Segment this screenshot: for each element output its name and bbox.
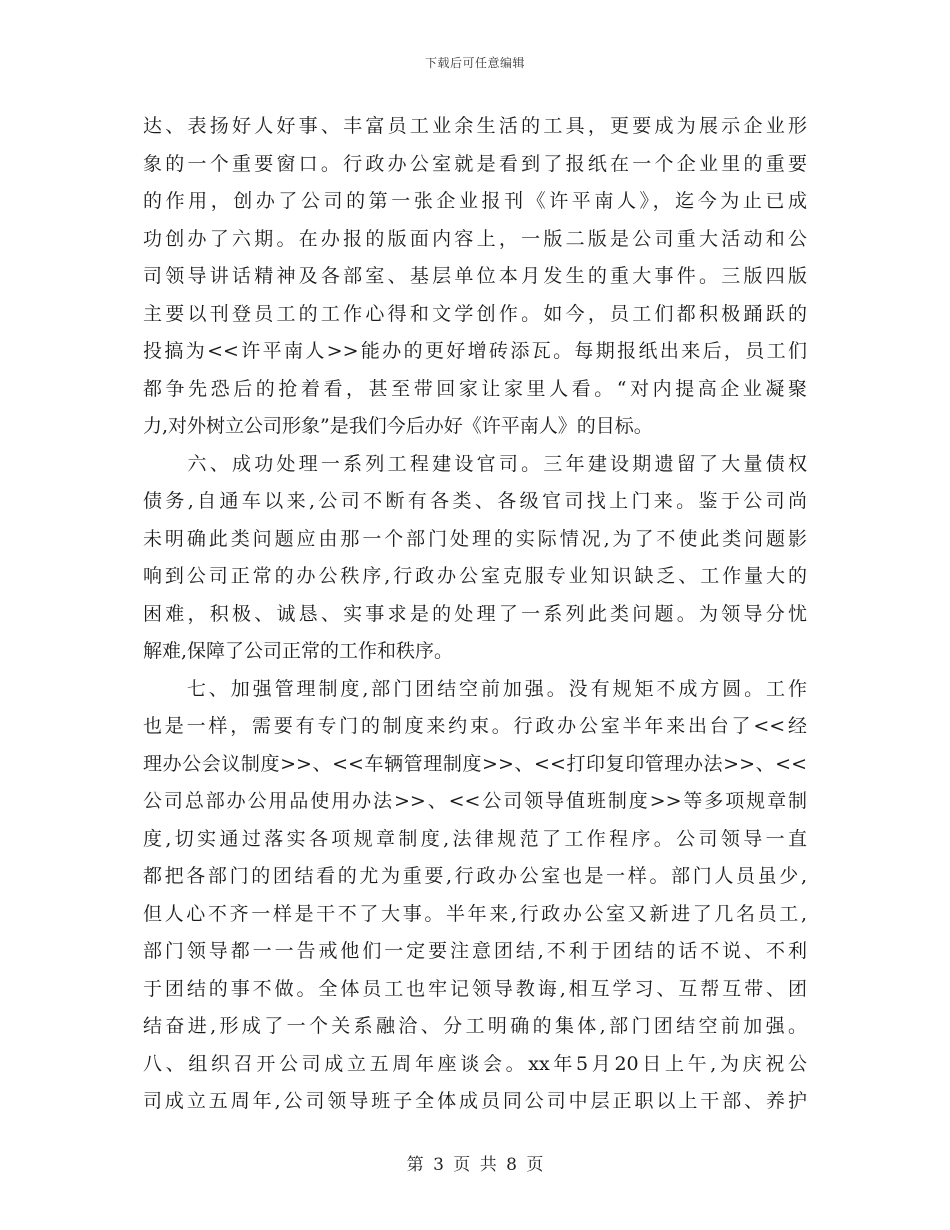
text-line: 于团结的事不做。全体员工也牢记领导教诲,相互学习、互帮互带、团 <box>143 977 807 1000</box>
text-line: 都把各部门的团结看的尤为重要,行政办公室也是一样。部门人员虽少, <box>143 865 807 887</box>
text-line: 力,对外树立公司形象”是我们今后办好《许平南人》的目标。 <box>143 415 653 437</box>
text-line: 主要以刊登员工的工作心得和文学创作。如今，员工们都积极踊跃的 <box>143 302 807 325</box>
text-line: 困难，积极、诚恳、实事求是的处理了一系列此类问题。为领导分忧 <box>143 602 807 625</box>
text-line: 达、表扬好人好事、丰富员工业余生活的工具，更要成为展示企业形 <box>143 115 807 137</box>
text-line: 七、加强管理制度,部门团结空前加强。没有规矩不成方圆。工作 <box>143 677 807 700</box>
page-header-note: 下载后可任意编辑 <box>424 56 525 70</box>
text-line: 响到公司正常的办公秩序,行政办公室克服专业知识缺乏、工作量大的 <box>143 565 807 587</box>
text-line: 理办公会议制度>>、<<车辆管理制度>>、<<打印复印管理办法>>、<< <box>143 752 807 775</box>
text-line: 结奋进,形成了一个关系融洽、分工明确的集体,部门团结空前加强。 <box>143 1015 807 1037</box>
text-line: 的作用，创办了公司的第一张企业报刊《许平南人》，迄今为止已成 <box>143 190 807 212</box>
text-line: 司成立五周年,公司领导班子全体成员同公司中层正职以上干部、养护 <box>143 1090 807 1112</box>
text-line: 都争先恐后的抢着看，甚至带回家让家里人看。“对内提高企业凝聚 <box>143 377 807 400</box>
page-number: 第 3 页 共 8 页 <box>406 1155 544 1175</box>
document-body <box>143 108 807 1121</box>
text-line: 但人心不齐一样是干不了大事。半年来,行政办公室又新进了几名员工, <box>143 902 807 925</box>
text-line: 功创办了六期。在办报的版面内容上，一版二版是公司重大活动和公 <box>143 227 807 250</box>
text-line: 投搞为<<许平南人>>能办的更好增砖添瓦。每期报纸出来后，员工们 <box>143 340 807 362</box>
text-line: 部门领导都一一告戒他们一定要注意团结,不利于团结的话不说、不利 <box>143 940 807 962</box>
text-line: 度,切实通过落实各项规章制度,法律规范了工作程序。公司领导一直 <box>143 827 807 850</box>
text-line: 债务,自通车以来,公司不断有各类、各级官司找上门来。鉴于公司尚 <box>143 490 807 512</box>
text-line: 六、成功处理一系列工程建设官司。三年建设期遗留了大量债权 <box>143 452 807 475</box>
text-line: 也是一样，需要有专门的制度来约束。行政办公室半年来出台了<<经 <box>143 715 807 737</box>
text-line: 未明确此类问题应由那一个部门处理的实际情况,为了不使此类问题影 <box>143 527 807 550</box>
text-line: 公司总部办公用品使用办法>>、<<公司领导值班制度>>等多项规章制 <box>143 790 807 812</box>
text-line: 象的一个重要窗口。行政办公室就是看到了报纸在一个企业里的重要 <box>143 152 807 175</box>
text-line: 解难,保障了公司正常的工作和秩序。 <box>143 640 454 662</box>
text-line: 八、组织召开公司成立五周年座谈会。xx年5月20日上午,为庆祝公 <box>143 1052 807 1075</box>
text-line: 司领导讲话精神及各部室、基层单位本月发生的重大事件。三版四版 <box>143 265 807 287</box>
